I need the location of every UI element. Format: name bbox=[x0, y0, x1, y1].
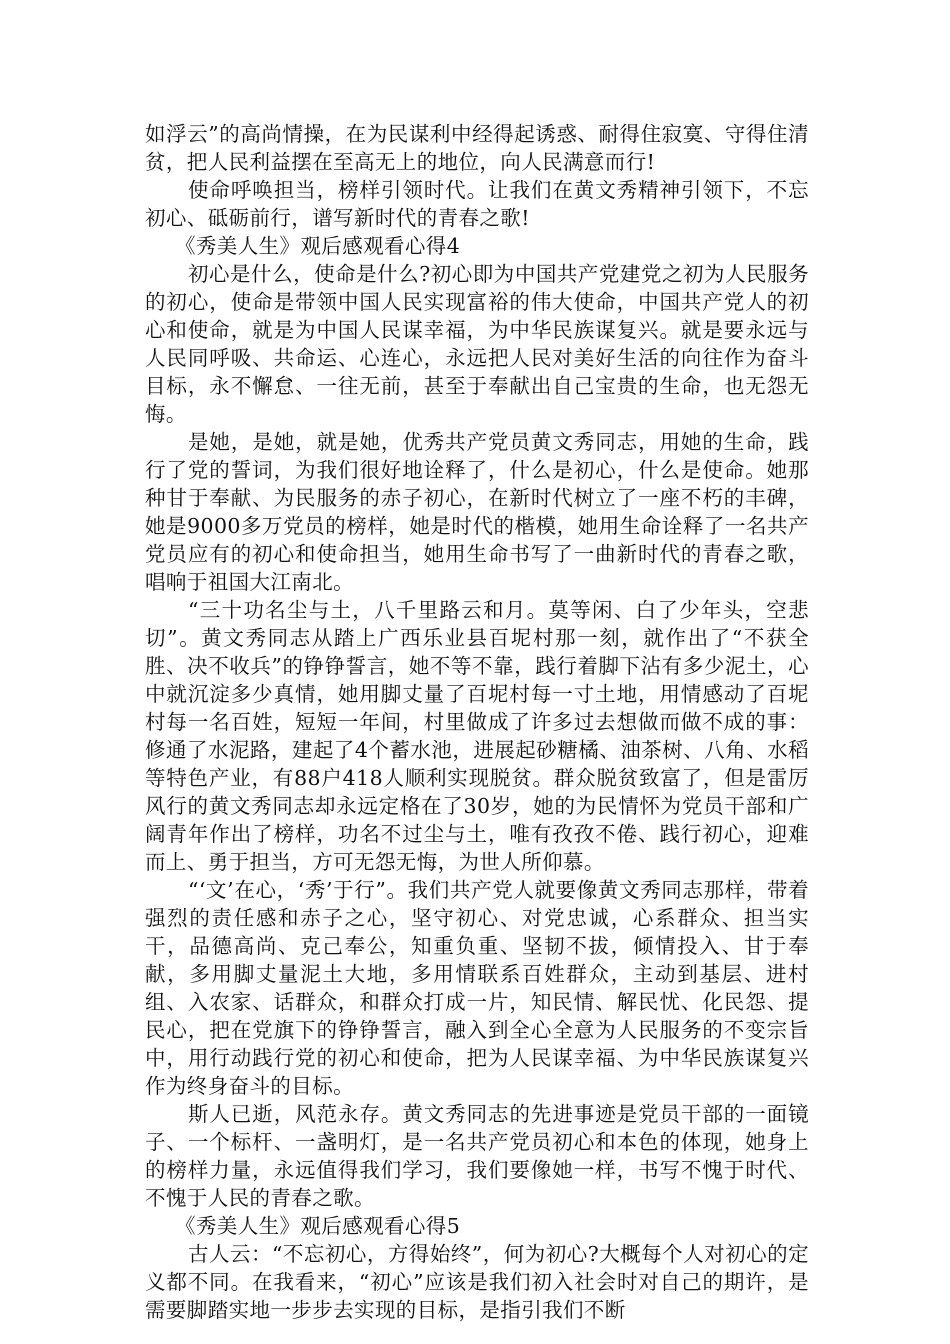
paragraph: 斯人已逝，风范永存。黄文秀同志的先进事迹是党员干部的一面镜子、一个标杆、一盏明灯，是一名共产党员初心和本色的体现，她身上的榜样力量，永远值得我们学习，我们要像她一样，书写不愧于时代、不愧于人民的青春之歌。 bbox=[145, 1102, 809, 1210]
paragraph: “‘文’在心，‘秀’于行”。我们共产党人就要像黄文秀同志那样，带着强烈的责任感和赤子之心，坚守初心、对党忠诚，心系群众、担当实干，品德高尚、克己奉公，知重负重、坚韧不拔，倾情投入、甘于奉献，多用脚丈量泥土大地，多用情联系百姓群众，主动到基层、进村组、入农家、话群众，和群众打成一片，知民情、解民忧、化民怨、提民心，把在党旗下的铮铮誓言，融入到全心全意为人民服务的不变宗旨中，用行动践行党的初心和使命，把为人民谋幸福、为中华民族谋复兴作为终身奋斗的目标。 bbox=[145, 878, 809, 1098]
paragraph: 初心是什么，使命是什么?初心即为中国共产党建党之初为人民服务的初心，使命是带领中国人民实现富裕的伟大使命，中国共产党人的初心和使命，就是为中国人民谋幸福，为中华民族谋复兴。就是要永远与人民同呼吸、共命运、心连心，永远把人民对美好生活的向往作为奋斗目标，永不懈怠、一往无前，甚至于奉献出自己宝贵的生命，也无怨无悔。 bbox=[145, 262, 809, 426]
paragraph: 古人云：“不忘初心，方得始终”，何为初心?大概每个人对初心的定义都不同。在我看来，“初心”应该是我们初入社会时对自己的期许，是需要脚踏实地一步步去实现的目标，是指引我们不断 bbox=[145, 1242, 809, 1322]
paragraph: “三十功名尘与土，八千里路云和月。莫等闲、白了少年头，空悲切”。黄文秀同志从踏上广西乐业县百坭村那一刻，就作出了“不获全胜、决不收兵”的铮铮誓言，她不等不靠，践行着脚下沾有多少泥土，心中就沉淀多少真情，她用脚丈量了百坭村每一寸土地，用情感动了百坭村每一名百姓，短短一年间，村里做成了许多过去想做而做不成的事：修通了水泥路，建起了4个蓄水池，进展起砂糖橘、油茶树、八角、水稻等特色产业，有88户418人顺利实现脱贫。群众脱贫致富了，但是雷厉风行的黄文秀同志却永远定格在了30岁，她的为民情怀为党员干部和广阔青年作出了榜样，功名不过尘与土，唯有孜孜不倦、践行初心，迎难而上、勇于担当，方可无怨无悔，为世人所仰慕。 bbox=[145, 598, 809, 874]
paragraph-continuation: 如浮云”的高尚情操，在为民谋利中经得起诱惑、耐得住寂寞、守得住清贫，把人民利益摆在至高无上的地位，向人民满意而行! bbox=[145, 122, 809, 174]
paragraph: 是她，是她，就是她，优秀共产党员黄文秀同志，用她的生命，践行了党的誓词，为我们很好地诠释了，什么是初心，什么是使命。她那种甘于奉献、为民服务的赤子初心，在新时代树立了一座不朽的丰碑，她是9000多万党员的榜样，她是时代的楷模，她用生命诠释了一名共产党员应有的初心和使命担当，她用生命书写了一曲新时代的青春之歌，唱响于祖国大江南北。 bbox=[145, 430, 809, 594]
section-heading: 《秀美人生》观后感观看心得4 bbox=[175, 234, 461, 258]
section-heading: 《秀美人生》观后感观看心得5 bbox=[175, 1214, 461, 1238]
paragraph: 使命呼唤担当，榜样引领时代。让我们在黄文秀精神引领下，不忘初心、砥砺前行，谱写新时代的青春之歌! bbox=[145, 178, 809, 230]
document-body bbox=[145, 120, 809, 1324]
